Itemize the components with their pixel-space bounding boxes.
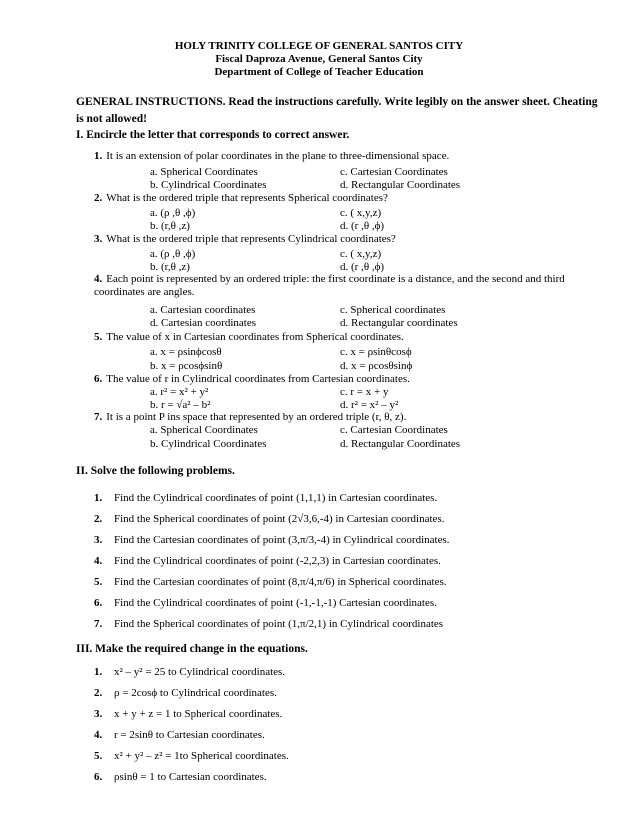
item-number: 6. (94, 597, 103, 609)
option-b: b. Cylindrical Coordinates (150, 179, 267, 191)
option-d: d. x = ρcosθsinϕ (340, 360, 413, 372)
question-7 (94, 411, 604, 424)
item-number: 2. (94, 687, 103, 699)
option-a: a. x = ρsinϕcosθ (150, 346, 222, 358)
option-b: b. x = ρcosϕsinθ (150, 360, 223, 372)
item-number: 2. (94, 513, 103, 525)
item-text: Find the Spherical coordinates of point (1,π/2,1) in Cylindrical coordinates (114, 618, 444, 630)
school-address: Fiscal Daproza Avenue, General Santos City (215, 53, 423, 65)
option-d: d. (r ,θ ,ϕ) (340, 220, 385, 232)
item-number: 5. (94, 750, 103, 762)
part2-title: II. Solve the following problems. (76, 465, 235, 477)
question-number: 3. (94, 233, 103, 245)
option-c: c. x = ρsinθcosϕ (340, 346, 412, 358)
option-b: d. Cartesian coordinates (150, 317, 256, 329)
question-3 (94, 233, 604, 246)
item-text: Find the Cylindrical coordinates of point (-1,-1,-1) Cartesian coordinates. (114, 597, 437, 609)
option-c: c. Cartesian Coordinates (340, 424, 448, 436)
equation-item (94, 666, 285, 679)
part3-title: III. Make the required change in the equations. (76, 643, 308, 655)
item-text: x² – y² = 25 to Cylindrical coordinates. (114, 666, 286, 678)
question-text: What is the ordered triple that represents Cylindrical coordinates? (106, 233, 396, 245)
question-number: 7. (94, 411, 103, 423)
question-2 (94, 192, 604, 205)
problem-item (94, 597, 437, 610)
item-text: ρsinθ = 1 to Cartesian coordinates. (114, 771, 267, 783)
option-b: b. r = √a² – b² (150, 399, 211, 411)
item-number: 1. (94, 666, 103, 678)
option-d: d. (r ,θ ,ϕ) (340, 261, 385, 273)
equation-item (94, 729, 265, 742)
item-text: ρ = 2cosϕ to Cylindrical coordinates. (114, 687, 277, 699)
option-a: a. Cartesian coordinates (150, 304, 256, 316)
option-b: b. Cylindrical Coordinates (150, 438, 267, 450)
item-text: Find the Cylindrical coordinates of point (-2,2,3) in Cartesian coordinates. (114, 555, 441, 567)
department-name: Department of College of Teacher Education (214, 66, 424, 78)
question-number: 4. (94, 273, 103, 285)
question-5 (94, 331, 604, 344)
option-d: d. r² = x² – y² (340, 399, 399, 411)
problem-item (94, 576, 446, 589)
option-c: c. Spherical coordinates (340, 304, 446, 316)
option-a: a. (ρ ,θ ,ϕ) (150, 248, 196, 260)
equation-item (94, 708, 282, 721)
option-b: b. (r,θ ,z) (150, 261, 190, 273)
question-1 (94, 150, 604, 163)
question-text: The value of r in Cylindrical coordinates from Cartesian coordinates. (106, 373, 410, 385)
item-text: r = 2sinθ to Cartesian coordinates. (114, 729, 265, 741)
item-number: 4. (94, 729, 103, 741)
item-text: x² + y² – z² = 1to Spherical coordinates. (114, 750, 289, 762)
part1-title: I. Encircle the letter that corresponds to correct answer. (76, 129, 350, 141)
option-d: d. Rectangular Coordinates (340, 438, 461, 450)
item-number: 3. (94, 534, 103, 546)
option-a: a. (ρ ,θ ,ϕ) (150, 207, 196, 219)
equation-item (94, 687, 277, 700)
option-a: a. r² = x² + y² (150, 386, 209, 398)
question-number: 5. (94, 331, 103, 343)
item-number: 1. (94, 492, 103, 504)
problem-item (94, 513, 444, 526)
item-text: Find the Cartesian coordinates of point (8,π/4,π/6) in Spherical coordinates. (114, 576, 447, 588)
question-text: Each point is represented by an ordered triple: the first coordinate is a distance, and the second and third coordinates are angles. (94, 273, 565, 298)
option-a: a. Spherical Coordinates (150, 424, 258, 436)
item-text: Find the Cylindrical coordinates of point (1,1,1) in Cartesian coordinates. (114, 492, 438, 504)
option-d: d. Rectangular coordinates (340, 317, 458, 329)
option-c: c. Cartesian Coordinates (340, 166, 448, 178)
item-number: 7. (94, 618, 103, 630)
school-name: HOLY TRINITY COLLEGE OF GENERAL SANTOS CITY (174, 40, 464, 52)
item-text: Find the Spherical coordinates of point (2√3,6,-4) in Cartesian coordinates. (114, 513, 445, 525)
equation-item (94, 750, 289, 763)
option-b: b. (r,θ ,z) (150, 220, 190, 232)
question-number: 1. (94, 150, 103, 162)
question-number: 2. (94, 192, 103, 204)
equation-item (94, 771, 267, 784)
item-text: x + y + z = 1 to Spherical coordinates. (114, 708, 283, 720)
question-number: 6. (94, 373, 103, 385)
question-6 (94, 373, 604, 386)
question-text: It is a point P ins space that represented by an ordered triple (r, θ, z). (106, 411, 407, 423)
item-number: 5. (94, 576, 103, 588)
general-instructions: GENERAL INSTRUCTIONS. Read the instructions carefully. Write legibly on the answer sheet. Cheating is not allowed! (76, 96, 598, 125)
question-4 (94, 273, 604, 299)
question-text: It is an extension of polar coordinates in the plane to three-dimensional space. (106, 150, 450, 162)
problem-item (94, 555, 441, 568)
item-number: 3. (94, 708, 103, 720)
problem-item (94, 492, 437, 505)
option-c: c. r = x + y (340, 386, 389, 398)
problem-item (94, 534, 449, 547)
option-a: a. Spherical Coordinates (150, 166, 258, 178)
item-number: 4. (94, 555, 103, 567)
item-number: 6. (94, 771, 103, 783)
option-d: d. Rectangular Coordinates (340, 179, 461, 191)
option-c: c. ( x,y,z) (340, 248, 382, 260)
problem-item (94, 618, 443, 631)
question-text: The value of x in Cartesian coordinates from Spherical coordinates. (106, 331, 404, 343)
item-text: Find the Cartesian coordinates of point (3,π/3,-4) in Cylindrical coordinates. (114, 534, 450, 546)
option-c: c. ( x,y,z) (340, 207, 382, 219)
question-text: What is the ordered triple that represents Spherical coordinates? (106, 192, 388, 204)
